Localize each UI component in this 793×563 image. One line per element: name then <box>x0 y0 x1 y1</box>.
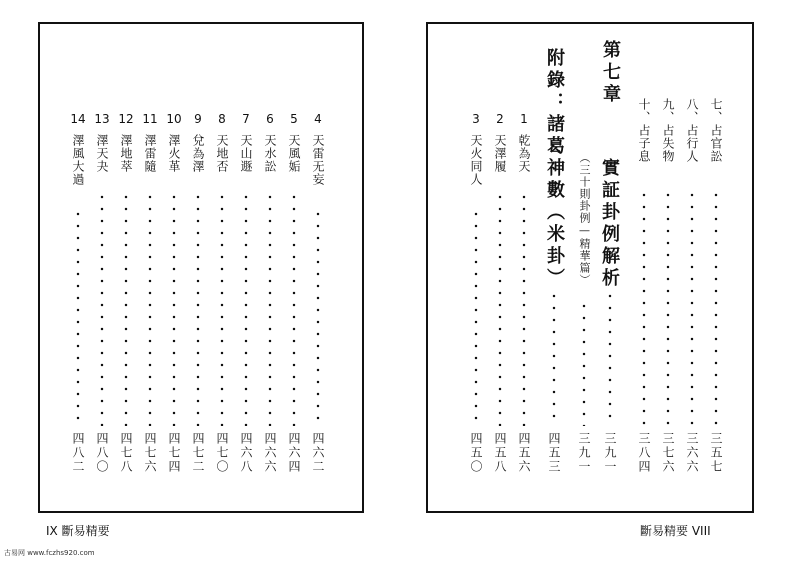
entry-page-number: 四七〇 <box>215 432 229 474</box>
entry-page-number: 四七二 <box>191 432 205 474</box>
entry-number: 8 <box>218 112 226 126</box>
entry-number: 4 <box>314 112 322 126</box>
leader-dots <box>269 191 272 426</box>
entry-title: 澤火革 <box>167 134 181 173</box>
entry-title: 澤天夬 <box>95 134 109 173</box>
entry-number: 1 <box>520 112 528 126</box>
entry-number: 2 <box>496 112 504 126</box>
entry-title: 澤風大過 <box>71 134 85 186</box>
chapter-title: 實証卦例解析 <box>599 158 620 290</box>
leader-dots <box>221 191 224 426</box>
entry-page-number: 四五八 <box>493 432 507 474</box>
leader-dots <box>101 191 104 426</box>
leader-dots <box>475 208 478 426</box>
leader-dots <box>499 191 502 426</box>
entry-number: 12 <box>118 112 134 126</box>
leader-dots <box>643 189 646 426</box>
leader-dots <box>245 191 248 426</box>
entry-number: 9 <box>194 112 202 126</box>
entry-page-number: 三六六 <box>685 432 699 474</box>
entry-number: 3 <box>472 112 480 126</box>
leader-dots <box>77 208 80 426</box>
entry-page-number: 四七八 <box>119 432 133 474</box>
entry-page-number: 四七四 <box>167 432 181 474</box>
entry-title: （三十則卦例—精華篇） <box>578 152 591 286</box>
entry-title: 兌為澤 <box>191 134 205 173</box>
leader-dots <box>523 191 526 426</box>
leader-dots <box>691 189 694 426</box>
entry-page-number: 四五〇 <box>469 432 483 474</box>
entry-number: 14 <box>70 112 86 126</box>
leader-dots <box>317 208 320 426</box>
entry-page-number: 四五三 <box>547 432 561 474</box>
entry-number: 5 <box>290 112 298 126</box>
entry-number: 10 <box>166 112 182 126</box>
leader-dots <box>149 191 152 426</box>
entry-title: 天水訟 <box>263 134 277 173</box>
leader-dots <box>667 189 670 426</box>
entry-number: 11 <box>142 112 158 126</box>
entry-title: 第七章 <box>600 40 621 106</box>
entry-page-number: 四五六 <box>517 432 531 474</box>
entry-page-number: 三七六 <box>661 432 675 474</box>
entry-number: 13 <box>94 112 110 126</box>
entry-page-number: 四六二 <box>311 432 325 474</box>
entry-title: 七、占官訟 <box>709 98 723 163</box>
entry-title: 天地否 <box>215 134 229 173</box>
entry-title: 天風姤 <box>287 134 301 173</box>
leader-dots <box>583 300 586 426</box>
entry-title: 澤地萃 <box>119 134 133 173</box>
entry-title: 九、占失物 <box>661 98 675 163</box>
entry-title: 附錄：諸葛神數（米卦） <box>544 48 565 290</box>
leader-dots <box>609 290 612 426</box>
right-page-footer: 斷易精要 VIII <box>640 524 711 538</box>
entry-title: 天火同人 <box>469 134 483 186</box>
leader-dots <box>293 191 296 426</box>
leader-dots <box>715 189 718 426</box>
entry-page-number: 三九一 <box>577 432 591 474</box>
entry-title: 十、占子息 <box>637 98 651 163</box>
entry-page-number: 三九一 <box>603 432 617 474</box>
entry-number: 7 <box>242 112 250 126</box>
entry-page-number: 四八二 <box>71 432 85 474</box>
entry-page-number: 三八四 <box>637 432 651 474</box>
entry-title: 八、占行人 <box>685 98 699 163</box>
entry-title: 天雷无妄 <box>311 134 325 186</box>
leader-dots <box>197 191 200 426</box>
entry-page-number: 四七六 <box>143 432 157 474</box>
watermark: 古易网 www.fczhs920.com <box>4 549 95 557</box>
entry-page-number: 四六八 <box>239 432 253 474</box>
entry-page-number: 四八〇 <box>95 432 109 474</box>
entry-title: 天山遯 <box>239 134 253 173</box>
entry-page-number: 三五七 <box>709 432 723 474</box>
entry-page-number: 四六六 <box>263 432 277 474</box>
entry-title: 乾為天 <box>517 134 531 173</box>
entry-title: 澤雷隨 <box>143 134 157 173</box>
leader-dots <box>173 191 176 426</box>
entry-number: 6 <box>266 112 274 126</box>
entry-title: 天澤履 <box>493 134 507 173</box>
leader-dots <box>553 290 556 426</box>
left-page-footer: IX 斷易精要 <box>46 524 110 538</box>
entry-page-number: 四六四 <box>287 432 301 474</box>
leader-dots <box>125 191 128 426</box>
